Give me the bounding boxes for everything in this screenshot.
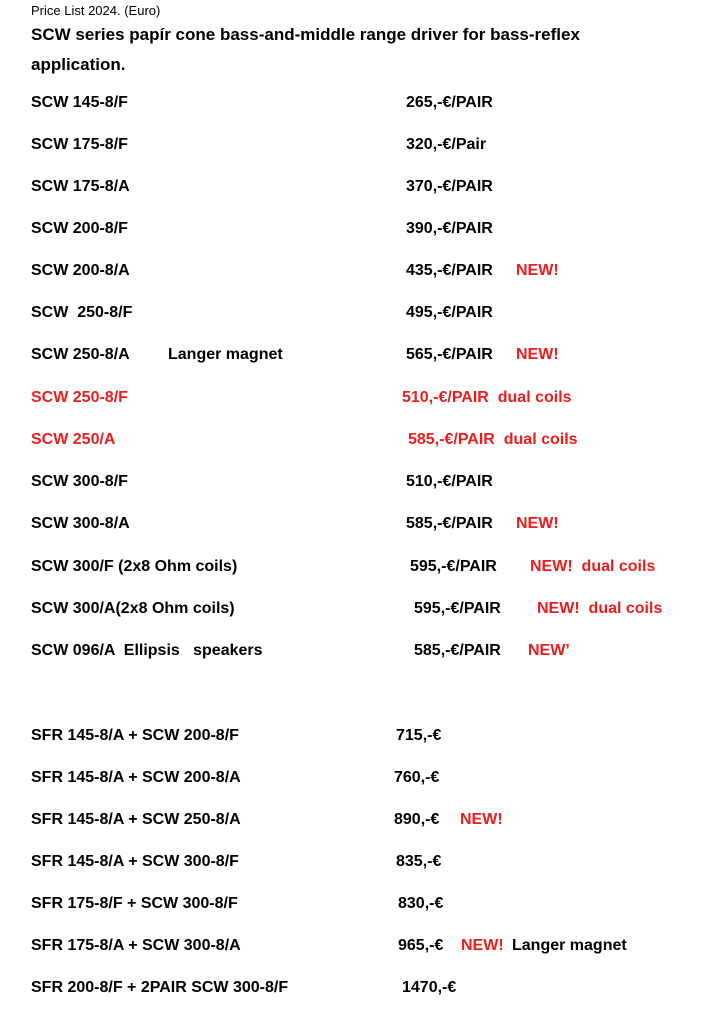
product-price: 510,-€/PAIR — [406, 473, 493, 490]
new-badge: NEW! — [461, 937, 504, 954]
price-row — [0, 91, 711, 115]
product-price: 585,-€/PAIR dual coils — [408, 431, 578, 448]
combo-row — [0, 892, 711, 916]
product-price: 265,-€/PAIR — [406, 94, 493, 111]
price-row — [0, 259, 711, 283]
combo-price: 965,-€ — [398, 937, 444, 954]
product-price: 595,-€/PAIR — [414, 600, 501, 617]
product-note: Langer magnet — [168, 346, 283, 363]
combo-price: 835,-€ — [396, 853, 442, 870]
new-badge: NEW! — [516, 346, 559, 363]
product-price: 435,-€/PAIR — [406, 262, 493, 279]
new-badge: NEW! — [516, 262, 559, 279]
combo-row — [0, 934, 711, 958]
product-name: SCW 175-8/F — [31, 136, 128, 153]
product-name: SCW 145-8/F — [31, 94, 128, 111]
combo-name: SFR 175-8/F + SCW 300-8/F — [31, 895, 238, 912]
combo-name: SFR 145-8/A + SCW 300-8/F — [31, 853, 239, 870]
combo-name: SFR 145-8/A + SCW 250-8/A — [31, 811, 241, 828]
new-badge: NEW! — [460, 811, 503, 828]
product-price: 585,-€/PAIR — [406, 515, 493, 532]
price-row — [0, 470, 711, 494]
new-badge: NEW’ — [528, 642, 570, 659]
product-price: 320,-€/Pair — [406, 136, 487, 153]
combo-price: 830,-€ — [398, 895, 444, 912]
combo-row — [0, 850, 711, 874]
product-name: SCW 200-8/F — [31, 220, 128, 237]
product-price: 595,-€/PAIR — [410, 558, 497, 575]
product-price: 370,-€/PAIR — [406, 178, 493, 195]
combo-price: 1470,-€ — [402, 979, 457, 996]
combo-row — [0, 766, 711, 790]
price-row — [0, 555, 711, 579]
product-name: SCW 200-8/A — [31, 262, 130, 279]
price-row — [0, 597, 711, 621]
product-price: 510,-€/PAIR dual coils — [402, 389, 572, 406]
product-price: 585,-€/PAIR — [414, 642, 501, 659]
price-row — [0, 133, 711, 157]
price-row — [0, 343, 711, 367]
product-name: SCW 300-8/F — [31, 473, 128, 490]
price-row — [0, 512, 711, 536]
product-name: SCW 300/A(2x8 Ohm coils) — [31, 600, 235, 617]
combo-price: 760,-€ — [394, 769, 440, 786]
product-name: SCW 300-8/A — [31, 515, 130, 532]
combo-row — [0, 976, 711, 1000]
product-name: SCW 250/A — [31, 431, 116, 448]
document-title: SCW series papír cone bass-and-middle range driver for bass-reflex application. — [31, 25, 580, 74]
product-name: SCW 250-8/F — [31, 304, 133, 321]
price-row — [0, 639, 711, 663]
price-row-highlight — [0, 386, 711, 410]
combo-row — [0, 724, 711, 748]
product-price: 495,-€/PAIR — [406, 304, 493, 321]
price-row — [0, 301, 711, 325]
combo-price: 890,-€ — [394, 811, 440, 828]
product-name: SCW 096/A Ellipsis speakers — [31, 642, 263, 659]
new-badge: NEW! dual coils — [530, 558, 656, 575]
product-price: 565,-€/PAIR — [406, 346, 493, 363]
combo-name: SFR 145-8/A + SCW 200-8/F — [31, 727, 239, 744]
product-name: SCW 300/F (2x8 Ohm coils) — [31, 558, 238, 575]
combo-name: SFR 175-8/A + SCW 300-8/A — [31, 937, 241, 954]
price-row — [0, 175, 711, 199]
price-row-highlight — [0, 428, 711, 452]
combo-price: 715,-€ — [396, 727, 442, 744]
product-name: SCW 175-8/A — [31, 178, 130, 195]
product-name: SCW 250-8/A — [31, 346, 130, 363]
new-badge: NEW! dual coils — [537, 600, 663, 617]
price-row — [0, 217, 711, 241]
combo-note: Langer magnet — [512, 937, 627, 954]
product-price: 390,-€/PAIR — [406, 220, 493, 237]
new-badge: NEW! — [516, 515, 559, 532]
combo-name: SFR 145-8/A + SCW 200-8/A — [31, 769, 241, 786]
combo-row — [0, 808, 711, 832]
product-name: SCW 250-8/F — [31, 389, 128, 406]
document-heading: Price List 2024. (Euro) — [31, 3, 161, 18]
combo-name: SFR 200-8/F + 2PAIR SCW 300-8/F — [31, 979, 289, 996]
